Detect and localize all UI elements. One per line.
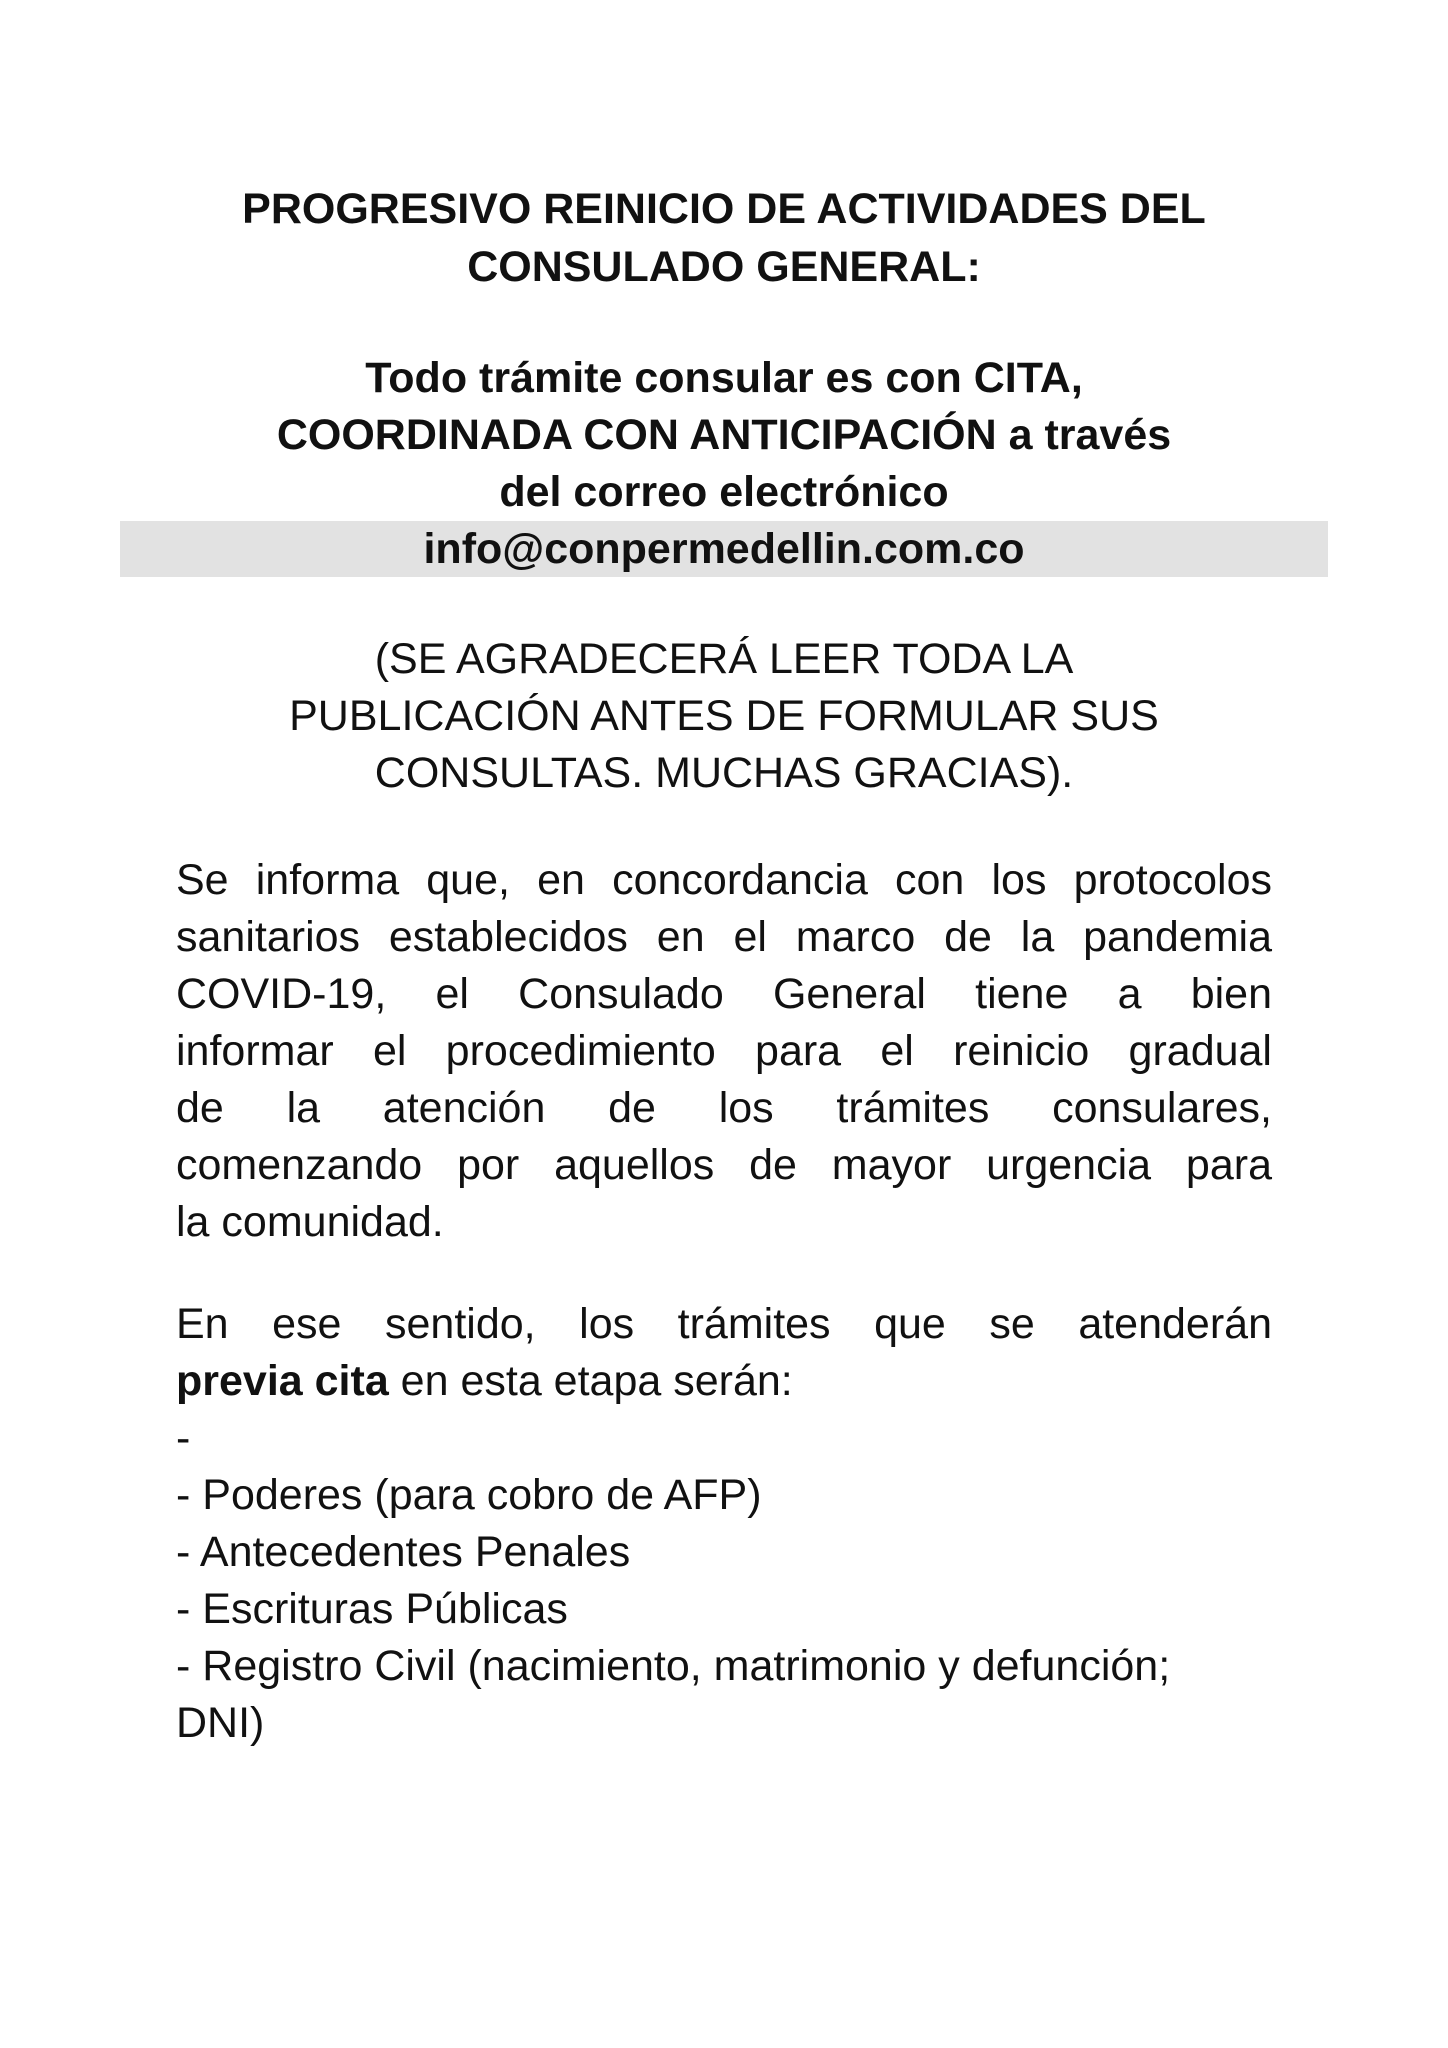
list-item: - Registro Civil (nacimiento, matrimonio y defunción;: [176, 1642, 1171, 1690]
paragraph-line: COVID-19, el Consulado General tiene a bien: [176, 970, 1272, 1018]
plea-line: (SE AGRADECERÁ LEER TODA LA: [374, 635, 1074, 683]
email-line: [120, 521, 1328, 577]
notice-line: Todo trámite consular es con CITA,: [365, 354, 1083, 402]
info-paragraph: [176, 852, 1272, 1251]
paragraph-line: sanitarios establecidos en el marco de la pandemia: [176, 913, 1272, 961]
notice-line: COORDINADA CON ANTICIPACIÓN a través: [276, 411, 1172, 459]
document-title: [120, 180, 1328, 296]
paragraph-line: Se informa que, en concordancia con los protocolos: [176, 856, 1272, 904]
list-item: -: [176, 1414, 191, 1462]
contact-email: info@conpermedellin.com.co: [120, 521, 1328, 577]
plea-line: CONSULTAS. MUCHAS GRACIAS).: [374, 749, 1074, 797]
intro-line: En ese sentido, los trámites que se atenderán: [176, 1300, 1272, 1348]
list-item: - Poderes (para cobro de AFP): [176, 1471, 762, 1519]
intro-line: [176, 1353, 1272, 1410]
previa-cita-emphasis: previa cita: [176, 1357, 389, 1405]
paragraph-line: de la atención de los trámites consulares,: [176, 1084, 1272, 1132]
list-item: - Escrituras Públicas: [176, 1585, 568, 1633]
paragraph-line: la comunidad.: [176, 1198, 444, 1246]
title-line: PROGRESIVO REINICIO DE ACTIVIDADES DEL: [242, 185, 1206, 233]
paragraph-line: comenzando por aquellos de mayor urgencia para: [176, 1141, 1272, 1189]
procedures-list: [176, 1410, 1336, 1752]
list-item: DNI): [176, 1699, 265, 1747]
reading-request: [120, 631, 1328, 802]
paragraph-line: informar el procedimiento para el reinicio gradual: [176, 1027, 1272, 1075]
intro-line-rest: en esta etapa serán:: [388, 1357, 793, 1405]
list-item: - Antecedentes Penales: [176, 1528, 631, 1576]
notice-line: del correo electrónico: [499, 468, 949, 516]
plea-line: PUBLICACIÓN ANTES DE FORMULAR SUS: [289, 692, 1159, 740]
procedures-intro: [176, 1296, 1272, 1410]
appointment-notice: [120, 350, 1328, 577]
title-line: CONSULADO GENERAL:: [467, 243, 981, 291]
